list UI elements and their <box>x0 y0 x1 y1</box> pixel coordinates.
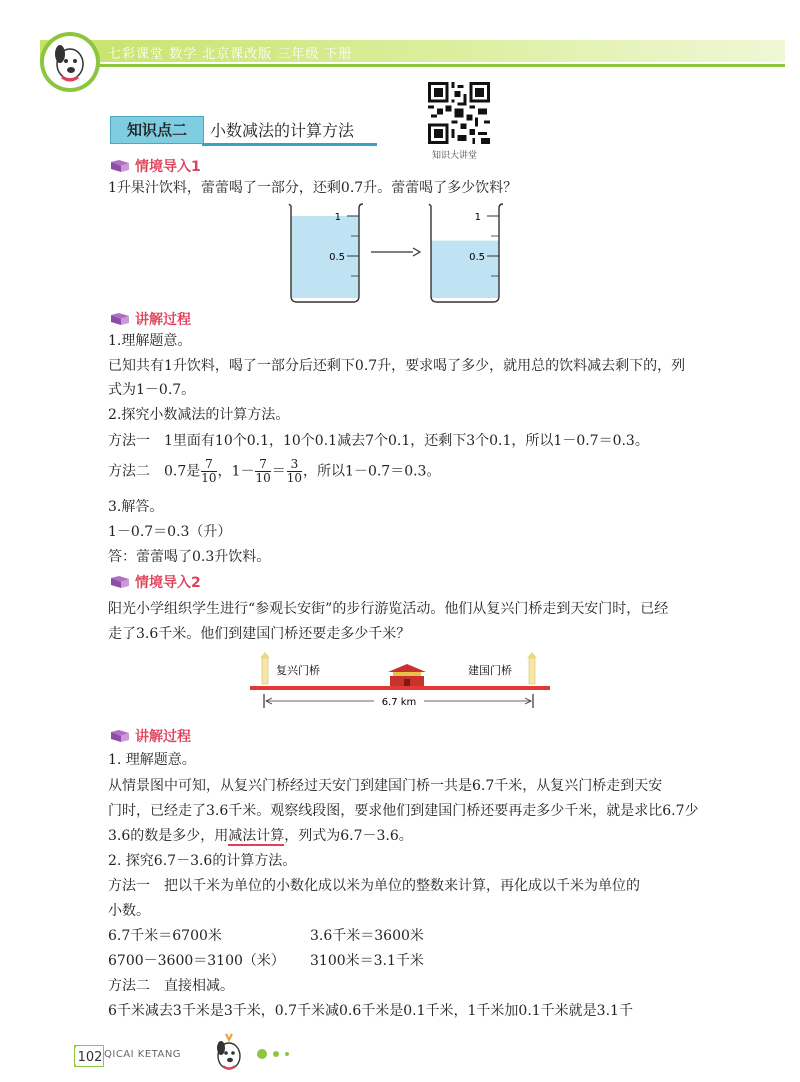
s2-text-a: 阳光小学组织学生进行“参观长安街”的步行游览活动。他们从复兴门桥走到天安门时，已经 <box>108 601 669 617</box>
e1-step3: 3.解答。 <box>108 499 164 515</box>
e2-para-b: 门时，已经走了3.6千米。观察线段图，要求他们到建国门桥还要再走多少千米，就是求比6.7少 <box>108 803 699 819</box>
e2-step2: 2. 探究6.7－3.6的计算方法。 <box>108 853 297 869</box>
e2-eq2-right: 3100米＝3.1千米 <box>310 953 424 969</box>
scenario-1-heading <box>110 156 201 176</box>
right-bridge-icon <box>527 652 537 684</box>
fraction-7-10-b: $\frac{7}{10}$ <box>255 457 271 485</box>
mascot-icon <box>38 30 102 94</box>
e2-eq2-left: 6700－3600＝3100（米） <box>108 953 285 969</box>
scenario-1-heading-label: 情境导入1 <box>135 159 201 175</box>
fraction-3-10: $\frac{3}{10}$ <box>286 457 303 485</box>
beaker-partial <box>429 204 503 302</box>
scenario-1-problem: 1升果汁饮料，蕾蕾喝了一部分，还剩0.7升。蕾蕾喝了多少饮料？ <box>108 180 518 196</box>
section-title-underline <box>202 143 377 146</box>
right-bridge-label: 建国门桥 <box>468 664 512 677</box>
scenario-2-heading-label: 情境导入2 <box>135 575 201 591</box>
beaker-diagram <box>285 198 515 306</box>
distance-label: 6.7 km <box>381 697 417 708</box>
e1-step1: 1.理解题意。 <box>108 333 192 349</box>
e2-para-c <box>108 826 413 846</box>
e1-step2: 2.探究小数减法的计算方法。 <box>108 407 290 423</box>
s2-text-b: 走了3.6千米。他们到建国门桥还要走多少千米？ <box>108 626 411 642</box>
e2-method2: 方法二 直接相减。 <box>108 978 234 994</box>
left-bridge-icon <box>260 652 270 684</box>
explanation-1-heading <box>110 309 191 329</box>
page-number-badge <box>74 1045 104 1067</box>
explanation-2-heading <box>110 726 191 746</box>
book-icon <box>110 575 130 589</box>
footer-brand: QICAI KETANG <box>104 1049 182 1060</box>
header-line <box>62 64 785 67</box>
e1-calc: 1－0.7＝0.3（升） <box>108 524 232 540</box>
qr-label: 知识大讲堂 <box>432 151 478 161</box>
e1-step1-text-b: 式为1－0.7。 <box>108 382 196 398</box>
knowledge-point-tag-label: 知识点二 <box>126 121 187 139</box>
header-text: 七彩课堂 数学 北京课改版 三年级 下册 <box>108 47 353 62</box>
section-title: 小数减法的计算方法 <box>210 121 355 140</box>
beaker-1-label-1: 1 <box>334 212 341 223</box>
left-bridge-label: 复兴门桥 <box>276 664 320 677</box>
road-line <box>250 686 550 690</box>
e2-method1-b: 小数。 <box>108 903 150 919</box>
e1-method2-d: ，所以1－0.7＝0.3。 <box>303 463 441 480</box>
explanation-2-heading-label: 讲解过程 <box>135 729 191 745</box>
qr-code-icon[interactable] <box>428 82 490 144</box>
mascot-icon-small <box>206 1030 252 1076</box>
arrow-icon <box>371 248 420 256</box>
decorative-dots <box>256 1048 296 1060</box>
book-icon <box>110 729 130 743</box>
e2-method2-text: 6千米减去3千米是3千米，0.7千米减0.6千米是0.1千米，1千米加0.1千米就是3.1千 <box>108 1003 633 1019</box>
e2-para-c1: 3.6的数是多少，用 <box>108 828 229 844</box>
beaker-1-label-half: 0.5 <box>329 252 345 263</box>
e2-underlined-term: 减法计算 <box>228 828 285 844</box>
route-diagram <box>250 652 550 714</box>
e1-method1: 方法一 1里面有10个0.1，10个0.1减去7个0.1，还剩下3个0.1，所以1－0.7＝0.3。 <box>108 433 649 449</box>
e1-method2-c: ＝ <box>271 463 286 480</box>
scenario-2-heading <box>110 572 201 592</box>
e2-method1-a: 方法一 把以千米为单位的小数化成以米为单位的整数来计算，再化成以千米为单位的 <box>108 878 640 894</box>
e2-para-c2: ，列式为6.7－3.6。 <box>284 828 413 844</box>
e1-method2-b: ，1－ <box>217 463 255 480</box>
beaker-full <box>289 204 363 302</box>
e2-step1: 1. 理解题意。 <box>108 752 196 768</box>
tiananmen-icon <box>388 664 426 686</box>
fraction-7-10: $\frac{7}{10}$ <box>201 457 217 485</box>
e1-method2 <box>108 458 440 485</box>
book-icon <box>110 312 130 326</box>
e1-method2-a: 方法二 0.7是 <box>108 463 201 480</box>
e1-step1-text-a: 已知共有1升饮料，喝了一部分后还剩下0.7升，要求喝了多少，就用总的饮料减去剩下的，列 <box>108 358 686 374</box>
beaker-2-label-1: 1 <box>474 212 481 223</box>
knowledge-point-tag <box>110 116 204 144</box>
beaker-2-label-half: 0.5 <box>469 252 485 263</box>
book-icon <box>110 159 130 173</box>
page-number: 102 <box>77 1050 103 1065</box>
explanation-1-heading-label: 讲解过程 <box>135 312 191 328</box>
e2-eq1-right: 3.6千米＝3600米 <box>310 928 424 944</box>
e2-eq1-left: 6.7千米＝6700米 <box>108 928 222 944</box>
e1-answer: 答：蕾蕾喝了0.3升饮料。 <box>108 549 271 565</box>
e2-para-a: 从情景图中可知，从复兴门桥经过天安门到建国门桥一共是6.7千米，从复兴门桥走到天安 <box>108 778 663 794</box>
